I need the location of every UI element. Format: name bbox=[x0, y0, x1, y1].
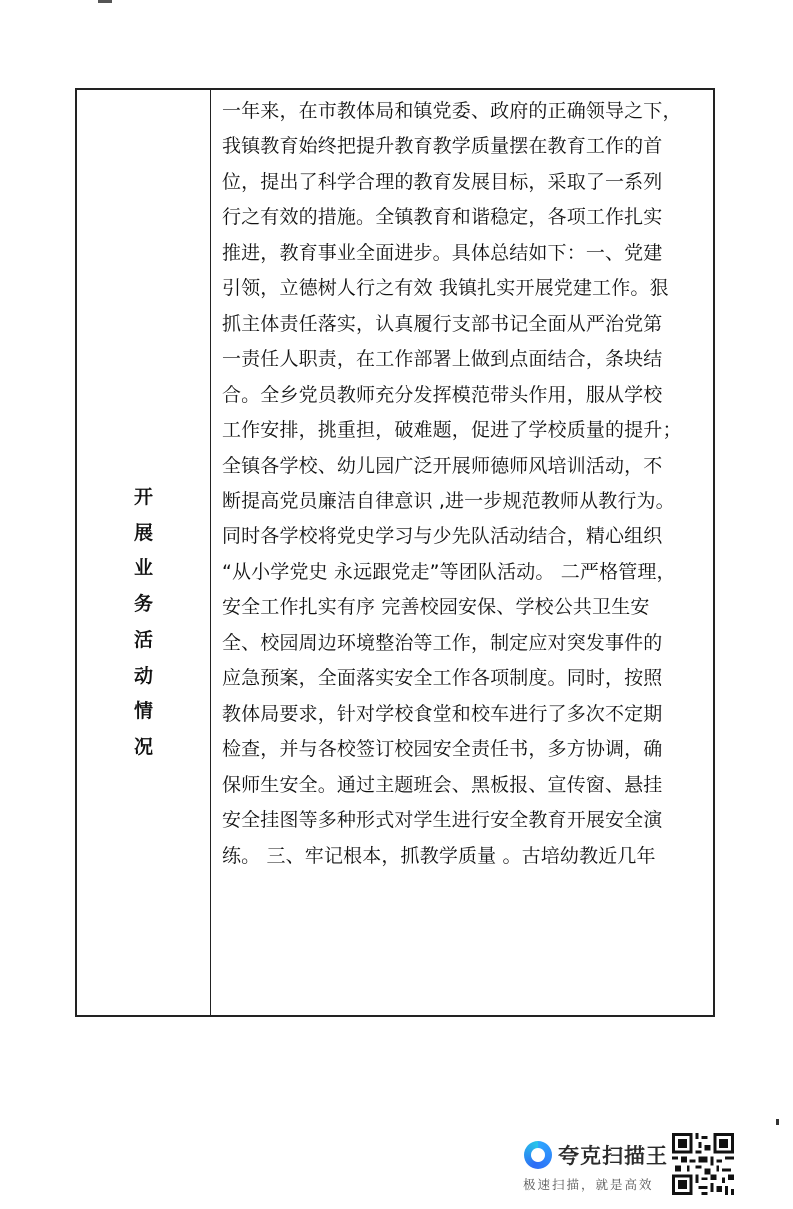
scan-corner-mark bbox=[98, 0, 112, 3]
qr-code-icon bbox=[672, 1133, 734, 1195]
label-char: 务 bbox=[133, 593, 153, 616]
content-line: 保师生安全。通过主题班会、黑板报、宣传窗、悬挂 bbox=[222, 773, 663, 796]
content-line: 行之有效的措施。全镇教育和谐稳定，各项工作扎实 bbox=[222, 206, 663, 229]
scan-edge-mark bbox=[776, 1119, 779, 1125]
label-char: 开 bbox=[133, 486, 153, 508]
content-line: 工作安排，挑重担，破难题，促进了学校质量的提升； bbox=[222, 419, 682, 442]
content-line: 同时各学校将党史学习与少先队活动结合，精心组织 bbox=[222, 525, 663, 548]
content-line: 全、校园周边环境整治等工作，制定应对突发事件的 bbox=[222, 631, 663, 654]
content-line: 推进，教育事业全面进步。具体总结如下：一、党建 bbox=[222, 241, 663, 264]
content-line: 全镇各学校、幼儿园广泛开展师德师风培训活动，不 bbox=[222, 454, 663, 477]
content-line: 位，提出了科学合理的教育发展目标，采取了一系列 bbox=[222, 170, 663, 193]
content-line: 我镇教育始终把提升教育教学质量摆在教育工作的首 bbox=[222, 135, 663, 158]
label-char: 况 bbox=[133, 735, 153, 758]
label-char: 展 bbox=[133, 521, 153, 544]
content-line: 安全挂图等多种形式对学生进行安全教育开展安全演 bbox=[222, 809, 663, 832]
brand-slogan: 极速扫描，就是高效 bbox=[523, 1177, 654, 1192]
content-line: 一年来，在市教体局和镇党委、政府的正确领导之下， bbox=[222, 100, 682, 122]
content-paragraph bbox=[222, 94, 707, 874]
content-line: “从小学党史 永远跟党走”等团队活动。 二严格管理， bbox=[222, 560, 676, 583]
label-char: 活 bbox=[133, 628, 153, 651]
label-char: 动 bbox=[133, 664, 153, 687]
label-char: 情 bbox=[133, 700, 153, 723]
content-line: 引领，立德树人行之有效 我镇扎实开展党建工作。狠 bbox=[222, 277, 669, 300]
content-line: 练。 三、牢记根本，抓教学质量 。古培幼教近几年 bbox=[222, 844, 656, 867]
report-table bbox=[75, 88, 715, 1017]
content-line: 一责任人职责，在工作部署上做到点面结合，条块结 bbox=[222, 348, 663, 371]
scanner-watermark bbox=[520, 1133, 740, 1197]
section-label bbox=[77, 480, 210, 766]
content-line: 应急预案，全面落实安全工作各项制度。同时，按照 bbox=[222, 667, 663, 690]
content-cell bbox=[212, 90, 713, 1015]
quark-logo-icon bbox=[524, 1141, 552, 1169]
content-line: 检查，并与各校签订校园安全责任书，多方协调，确 bbox=[222, 738, 663, 761]
content-line: 合。全乡党员教师充分发挥模范带头作用，服从学校 bbox=[222, 383, 663, 406]
brand-name: 夸克扫描王 bbox=[558, 1144, 668, 1168]
content-line: 抓主体责任落实，认真履行支部书记全面从严治党第 bbox=[222, 312, 663, 335]
label-cell bbox=[77, 90, 211, 1015]
label-char: 业 bbox=[133, 557, 153, 580]
content-line: 安全工作扎实有序 完善校园安保、学校公共卫生安 bbox=[222, 596, 650, 619]
content-line: 教体局要求，针对学校食堂和校车进行了多次不定期 bbox=[222, 702, 663, 725]
content-line: 断提高党员廉洁自律意识 ,进一步规范教师从教行为。 bbox=[222, 489, 675, 512]
